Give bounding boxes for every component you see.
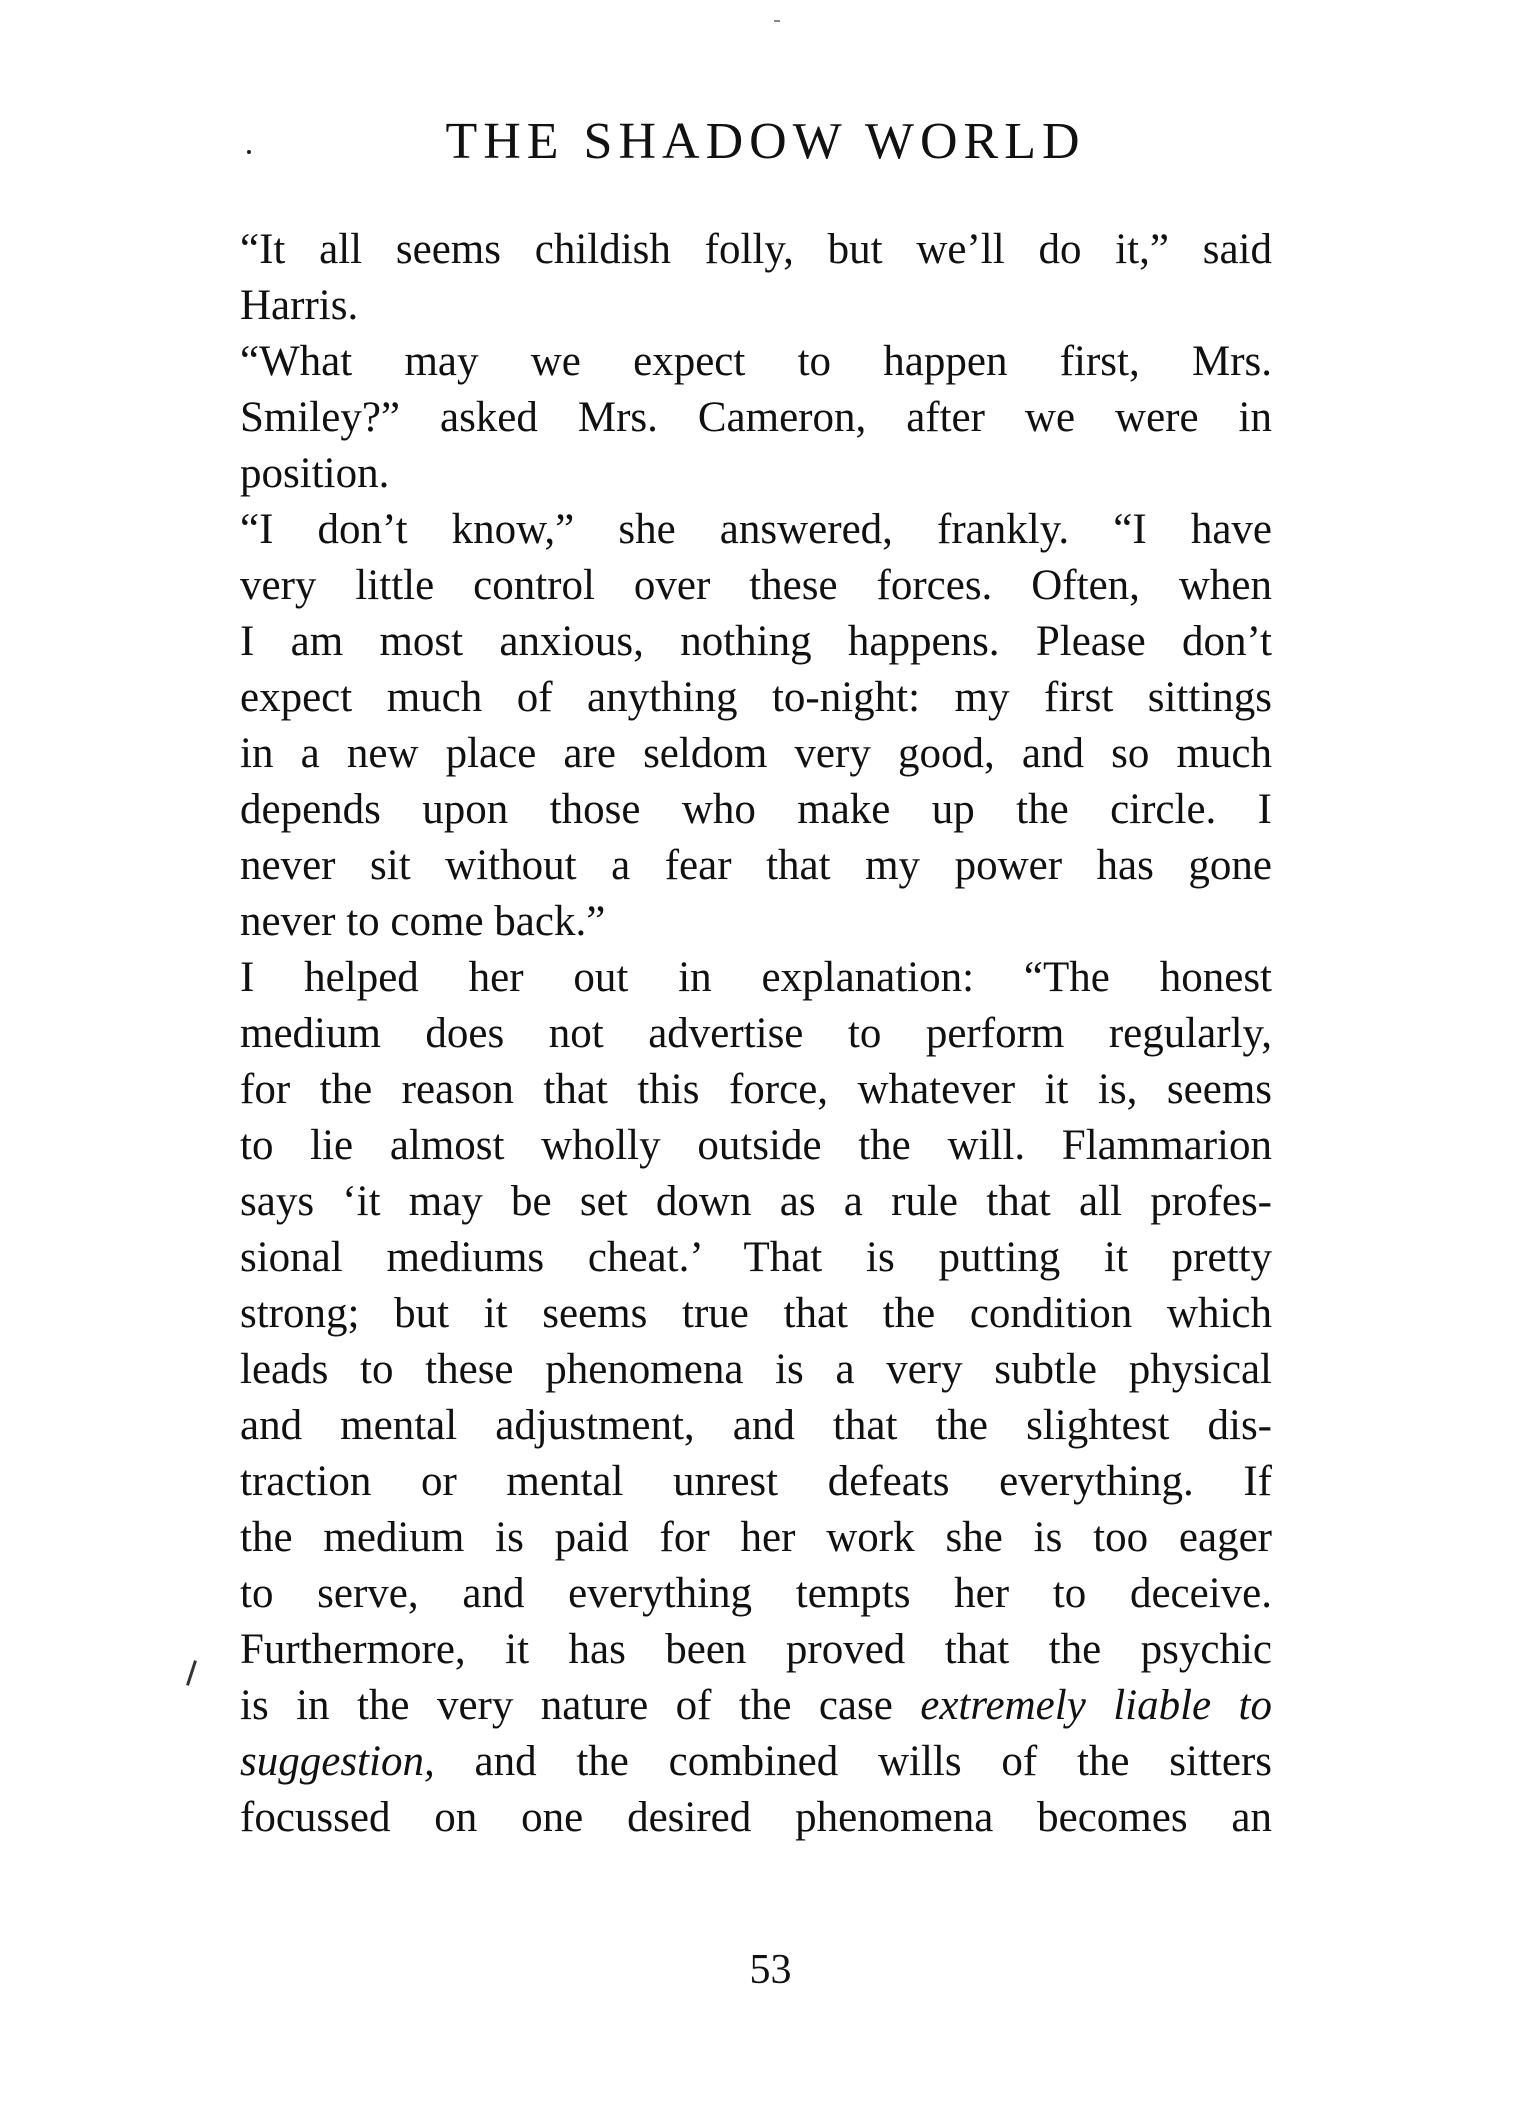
text-line: never to come back.”: [240, 898, 606, 945]
text-line: medium does not advertise to perform regularly,: [240, 1010, 1272, 1057]
running-head: THE SHADOW WORLD: [445, 113, 1086, 170]
text-line-italic-start: [240, 1734, 1272, 1790]
text-line: strong; but it seems true that the condition which: [240, 1290, 1272, 1337]
text-line: sional mediums cheat.’ That is putting it pretty: [240, 1234, 1272, 1281]
text-line: never sit without a fear that my power has gone: [240, 842, 1272, 889]
text-line: the medium is paid for her work she is too eager: [240, 1514, 1272, 1561]
text-line: Harris.: [240, 282, 359, 329]
italic-segment: extremely liable to: [920, 1682, 1273, 1729]
text-line: to lie almost wholly outside the will. Flammarion: [240, 1122, 1272, 1169]
text-line: I helped her out in explanation: “The honest: [240, 954, 1272, 1001]
text-line-final: focussed on one desired phenomena becomes an: [240, 1794, 1272, 1841]
text-line: says ‘it may be set down as a rule that all profes-: [240, 1178, 1272, 1225]
text-line: in a new place are seldom very good, and so much: [240, 730, 1272, 777]
text-line: traction or mental unrest defeats everything. If: [240, 1458, 1272, 1505]
text-line: position.: [240, 450, 390, 497]
text-line: depends upon those who make up the circle. I: [240, 786, 1272, 833]
text-line: very little control over these forces. Often, when: [240, 562, 1272, 609]
text-line: “I don’t know,” she answered, frankly. “I have: [240, 506, 1272, 553]
text-line: and mental adjustment, and that the slightest dis-: [240, 1402, 1272, 1449]
print-speck: [774, 20, 780, 22]
text-line: Smiley?” asked Mrs. Cameron, after we were in: [240, 394, 1272, 441]
body-text: [240, 222, 1272, 1846]
margin-pencil-mark: [186, 1660, 197, 1686]
text-line: for the reason that this force, whatever it is, seems: [240, 1066, 1272, 1113]
page-number: 53: [749, 1947, 792, 1993]
text-segment: is in the very nature of the case: [240, 1682, 921, 1729]
text-line-italic-end: [240, 1678, 1272, 1734]
text-line: “It all seems childish folly, but we’ll do it,” said: [240, 226, 1272, 273]
text-line: leads to these phenomena is a very subtle physical: [240, 1346, 1272, 1393]
text-line: “What may we expect to happen first, Mrs.: [240, 338, 1272, 385]
italic-segment: suggestion,: [240, 1738, 435, 1785]
text-line: Furthermore, it has been proved that the psychic: [240, 1626, 1272, 1673]
text-segment: and the combined wills of the sitters: [434, 1738, 1272, 1785]
text-line: expect much of anything to-night: my first sittings: [240, 674, 1272, 721]
text-line: to serve, and everything tempts her to deceive.: [240, 1570, 1272, 1617]
text-line: I am most anxious, nothing happens. Please don’t: [240, 618, 1272, 665]
